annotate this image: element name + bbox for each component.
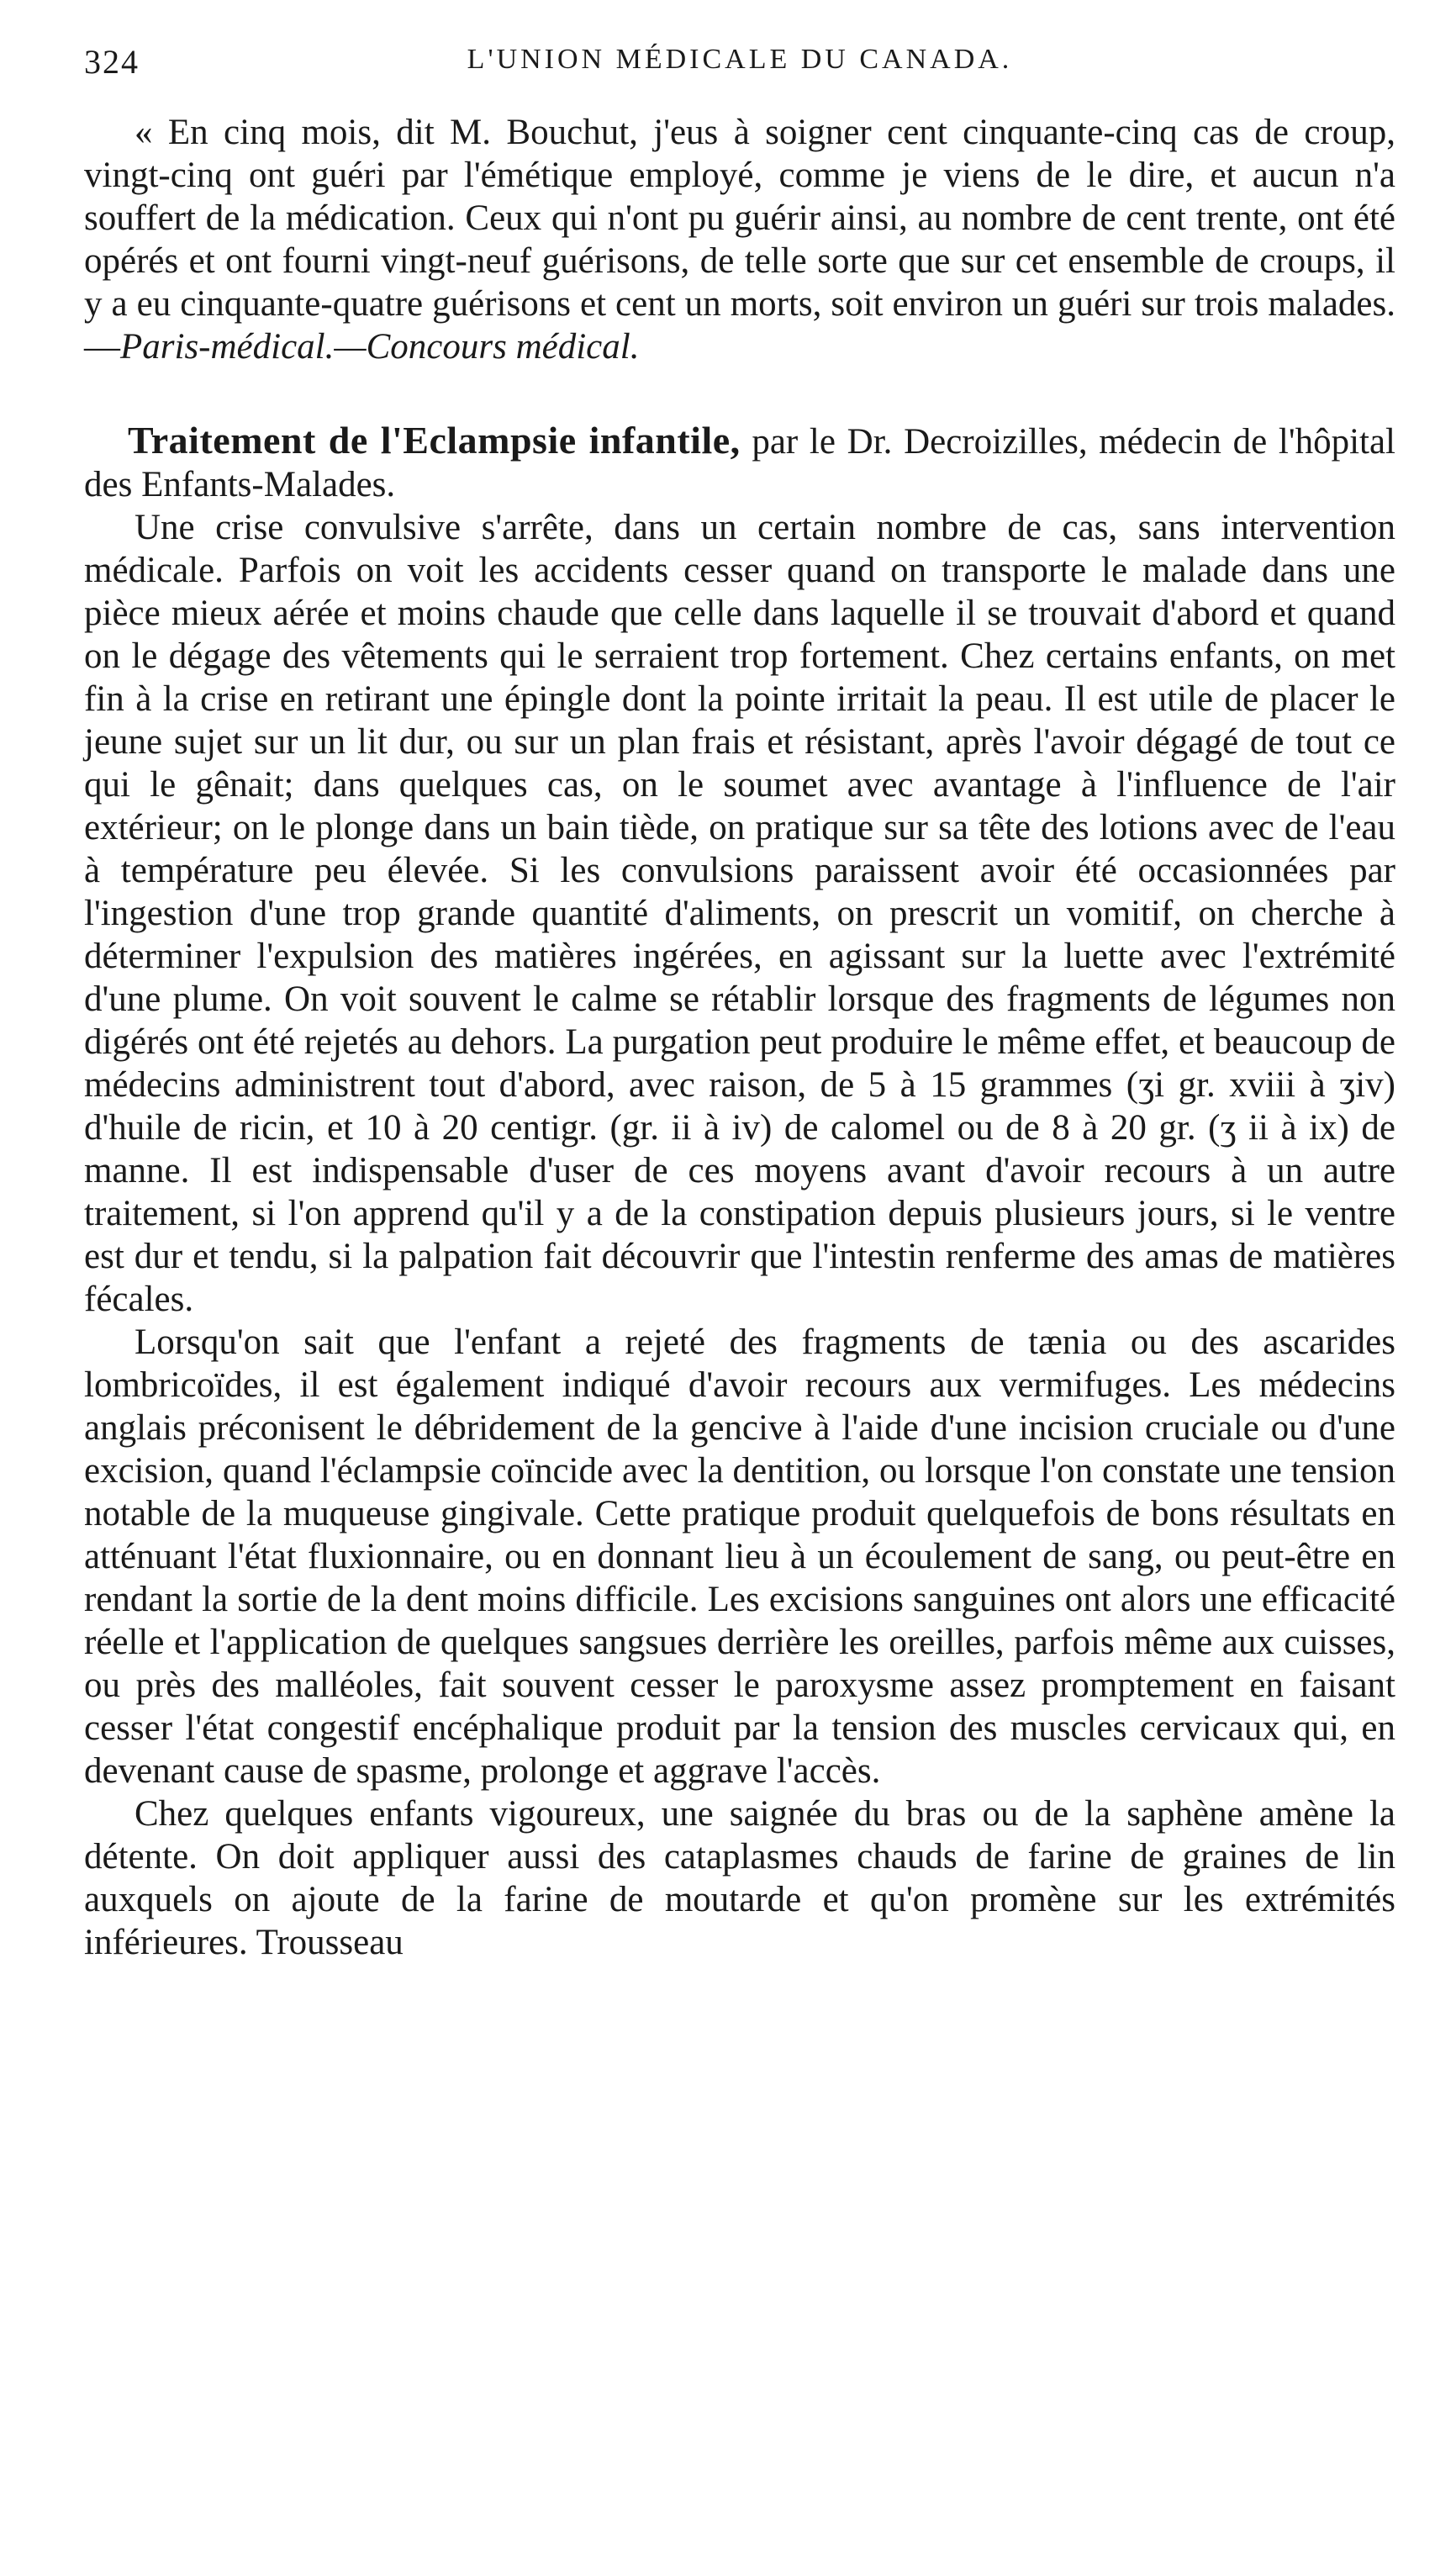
quote-source: Paris-médical.—Concours médical. [120,327,640,367]
document-page [84,42,1395,2531]
paragraph-2: Lorsqu'on sait que l'enfant a rejeté des fragments de tænia ou des ascarides lombricoïdes, il est également indiqué d'avoir recours aux vermifuges. Les médecins anglais préconisent le débridement de la gencive à l'aide d'une incision cruciale ou d'une excision, quand l'éclampsie coïncide avec la dentition, ou lorsque l'on constate une tension notable de la muqueuse gingivale. Cette pratique produit quelquefois de bons résultats en atténuant l'état fluxionnaire, ou en donnant lieu à un écoulement de sang, ou peut-être en rendant la sortie de la dent moins difficile. Les excisions sanguines ont alors une efficacité réelle et l'application de quelques sangsues derrière les oreilles, parfois même aux cuisses, ou près des malléoles, fait souvent cesser le paroxysme assez promptement en faisant cesser l'état congestif encéphalique produit par la tension des muscles cervicaux qui, en devenant cause de spasme, prolonge et aggrave l'accès. [84,1322,1395,1791]
section-intro: par le Dr. Decroizilles, médecin de l'hôpital des Enfants-Malades. [84,422,1395,504]
eclampsie-section [84,419,1395,1964]
body-text [84,111,1395,1964]
quote-text: « En cinq mois, dit M. Bouchut, j'eus à soigner cent cinquante-cinq cas de croup, vingt-cinq ont guéri par l'émétique employé, comme je viens de le dire, et aucun n'a souffert de la médication. Ceux qui n'ont pu guérir ainsi, au nombre de cent trente, ont été opérés et ont fourni vingt-neuf guérisons, de telle sorte que sur cet ensemble de croups, il y a eu cinquante-quatre guérisons et cent un morts, soit environ un guéri sur trois malades.— [84,113,1395,367]
running-head [84,42,1395,92]
quote-paragraph [84,111,1395,368]
paragraph-1: Une crise convulsive s'arrête, dans un certain nombre de cas, sans intervention médicale. Parfois on voit les accidents cesser quand on transporte le malade dans une pièce mieux aérée et moins chaude que celle dans laquelle il se trouvait d'abord et quand on le dégage des vêtements qui le serraient trop fortement. Chez certains enfants, on met fin à la crise en retirant une épingle dont la pointe irritait la peau. Il est utile de placer le jeune sujet sur un lit dur, ou sur un plan frais et résistant, après l'avoir dégagé de tout ce qui le gênait; dans quelques cas, on le soumet avec avantage à l'influence de l'air extérieur; on le plonge dans un bain tiède, on pratique sur sa tête des lotions avec de l'eau à température peu élevée. Si les convulsions paraissent avoir été occasionnées par l'ingestion d'une trop grande quantité d'aliments, on prescrit un vomitif, on cherche à déterminer l'expulsion des matières ingérées, en agissant sur la luette avec l'extrémité d'une plume. On voit souvent le calme se rétablir lorsque des fragments de légumes non digérés ont été rejetés au dehors. La purgation peut produire le même effet, et beaucoup de médecins administrent tout d'abord, avec raison, de 5 à 15 grammes (ʒi gr. xviii à ʒiv) d'huile de ricin, et 10 à 20 centigr. (gr. ii à iv) de calomel ou de 8 à 20 gr. (ʒ ii à ix) de manne. Il est indispensable d'user de ces moyens avant d'avoir recours à un autre traitement, si l'on apprend qu'il y a de la constipation depuis plusieurs jours, si le ventre est dur et tendu, si la palpation fait découvrir que l'intestin renferme des amas de matières fécales. [84,508,1395,1319]
paragraph-3: Chez quelques enfants vigoureux, une saignée du bras ou de la saphène amène la détente. On doit appliquer aussi des cataplasmes chauds de farine de graines de lin auxquels on ajoute de la farine de moutarde et qu'on promène sur les extrémités inférieures. Trousseau [84,1794,1395,1962]
page-number: 324 [84,43,140,81]
journal-title: L'UNION MÉDICALE DU CANADA. [467,44,1013,75]
section-heading-paragraph [84,419,1395,506]
section-title: Traitement de l'Eclampsie infantile, [128,419,741,462]
